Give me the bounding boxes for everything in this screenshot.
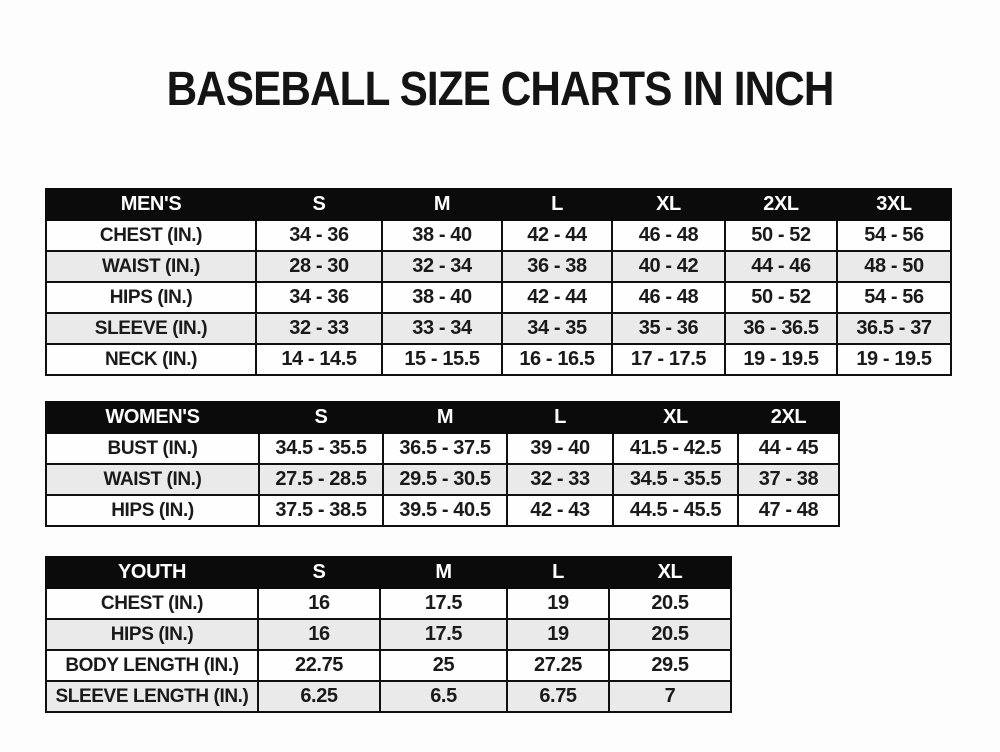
size-value-cell: 37.5 - 38.5 <box>259 495 383 526</box>
size-value-cell: 34.5 - 35.5 <box>613 464 738 495</box>
size-value-cell: 22.75 <box>258 650 380 681</box>
womens-header-row <box>46 402 839 433</box>
size-value-cell: 28 - 30 <box>256 251 382 282</box>
womens-row-label-waist-in: WAIST (IN.) <box>46 464 259 495</box>
size-value-cell: 17.5 <box>380 588 507 619</box>
size-value-cell: 36.5 - 37 <box>837 313 951 344</box>
size-value-cell: 6.25 <box>258 681 380 712</box>
size-value-cell: 19 <box>507 588 609 619</box>
table-row <box>46 650 731 681</box>
mens-col-header-2xl: 2XL <box>725 189 837 220</box>
size-value-cell: 36.5 - 37.5 <box>383 433 507 464</box>
size-value-cell: 16 - 16.5 <box>502 344 612 375</box>
mens-col-header-m: M <box>382 189 502 220</box>
womens-row-label-hips-in: HIPS (IN.) <box>46 495 259 526</box>
table-row <box>46 681 731 712</box>
size-value-cell: 6.5 <box>380 681 507 712</box>
size-value-cell: 42 - 43 <box>507 495 613 526</box>
size-value-cell: 19 - 19.5 <box>837 344 951 375</box>
size-value-cell: 50 - 52 <box>725 220 837 251</box>
mens-size-table <box>45 188 952 376</box>
size-value-cell: 20.5 <box>609 619 731 650</box>
size-value-cell: 35 - 36 <box>612 313 725 344</box>
table-row <box>46 464 839 495</box>
youth-col-header-s: S <box>258 557 380 588</box>
mens-col-header-3xl: 3XL <box>837 189 951 220</box>
mens-row-label-waist-in: WAIST (IN.) <box>46 251 256 282</box>
size-value-cell: 54 - 56 <box>837 282 951 313</box>
size-value-cell: 19 <box>507 619 609 650</box>
youth-row-label-hips-in: HIPS (IN.) <box>46 619 258 650</box>
size-value-cell: 41.5 - 42.5 <box>613 433 738 464</box>
youth-size-table <box>45 556 732 713</box>
womens-col-header-2xl: 2XL <box>738 402 839 433</box>
size-value-cell: 36 - 36.5 <box>725 313 837 344</box>
youth-col-header-l: L <box>507 557 609 588</box>
size-value-cell: 34 - 36 <box>256 220 382 251</box>
size-value-cell: 15 - 15.5 <box>382 344 502 375</box>
mens-row-label-sleeve-in: SLEEVE (IN.) <box>46 313 256 344</box>
mens-row-label-neck-in: NECK (IN.) <box>46 344 256 375</box>
youth-row-label-chest-in: CHEST (IN.) <box>46 588 258 619</box>
mens-col-header-l: L <box>502 189 612 220</box>
womens-col-header-m: M <box>383 402 507 433</box>
table-row <box>46 313 951 344</box>
size-value-cell: 46 - 48 <box>612 220 725 251</box>
table-row <box>46 344 951 375</box>
size-value-cell: 16 <box>258 588 380 619</box>
size-value-cell: 7 <box>609 681 731 712</box>
size-value-cell: 37 - 38 <box>738 464 839 495</box>
mens-col-header-s: S <box>256 189 382 220</box>
womens-col-header-women-s: WOMEN'S <box>46 402 259 433</box>
size-value-cell: 32 - 34 <box>382 251 502 282</box>
youth-row-label-sleeve-length-in: SLEEVE LENGTH (IN.) <box>46 681 258 712</box>
mens-row-label-hips-in: HIPS (IN.) <box>46 282 256 313</box>
size-value-cell: 44 - 46 <box>725 251 837 282</box>
womens-col-header-s: S <box>259 402 383 433</box>
table-row <box>46 282 951 313</box>
size-value-cell: 50 - 52 <box>725 282 837 313</box>
size-value-cell: 39.5 - 40.5 <box>383 495 507 526</box>
size-value-cell: 44 - 45 <box>738 433 839 464</box>
size-value-cell: 34 - 36 <box>256 282 382 313</box>
mens-header-row <box>46 189 951 220</box>
size-value-cell: 44.5 - 45.5 <box>613 495 738 526</box>
mens-col-header-men-s: MEN'S <box>46 189 256 220</box>
size-value-cell: 34 - 35 <box>502 313 612 344</box>
size-value-cell: 20.5 <box>609 588 731 619</box>
youth-header-row <box>46 557 731 588</box>
size-value-cell: 36 - 38 <box>502 251 612 282</box>
size-value-cell: 29.5 - 30.5 <box>383 464 507 495</box>
womens-col-header-l: L <box>507 402 613 433</box>
size-value-cell: 46 - 48 <box>612 282 725 313</box>
size-value-cell: 40 - 42 <box>612 251 725 282</box>
size-value-cell: 17 - 17.5 <box>612 344 725 375</box>
youth-row-label-body-length-in: BODY LENGTH (IN.) <box>46 650 258 681</box>
mens-row-label-chest-in: CHEST (IN.) <box>46 220 256 251</box>
table-row <box>46 433 839 464</box>
table-row <box>46 220 951 251</box>
womens-row-label-bust-in: BUST (IN.) <box>46 433 259 464</box>
size-value-cell: 14 - 14.5 <box>256 344 382 375</box>
size-value-cell: 54 - 56 <box>837 220 951 251</box>
table-row <box>46 495 839 526</box>
size-value-cell: 42 - 44 <box>502 220 612 251</box>
size-value-cell: 48 - 50 <box>837 251 951 282</box>
size-value-cell: 38 - 40 <box>382 282 502 313</box>
size-value-cell: 16 <box>258 619 380 650</box>
size-value-cell: 42 - 44 <box>502 282 612 313</box>
womens-col-header-xl: XL <box>613 402 738 433</box>
table-row <box>46 619 731 650</box>
youth-col-header-youth: YOUTH <box>46 557 258 588</box>
size-value-cell: 32 - 33 <box>507 464 613 495</box>
size-value-cell: 29.5 <box>609 650 731 681</box>
youth-col-header-xl: XL <box>609 557 731 588</box>
size-value-cell: 33 - 34 <box>382 313 502 344</box>
size-value-cell: 25 <box>380 650 507 681</box>
size-value-cell: 32 - 33 <box>256 313 382 344</box>
table-row <box>46 251 951 282</box>
size-value-cell: 19 - 19.5 <box>725 344 837 375</box>
size-value-cell: 38 - 40 <box>382 220 502 251</box>
table-row <box>46 588 731 619</box>
page-title: BASEBALL SIZE CHARTS IN INCH <box>166 63 834 116</box>
youth-col-header-m: M <box>380 557 507 588</box>
womens-size-table <box>45 401 840 527</box>
size-value-cell: 17.5 <box>380 619 507 650</box>
size-value-cell: 27.5 - 28.5 <box>259 464 383 495</box>
size-value-cell: 6.75 <box>507 681 609 712</box>
size-value-cell: 34.5 - 35.5 <box>259 433 383 464</box>
size-value-cell: 39 - 40 <box>507 433 613 464</box>
mens-col-header-xl: XL <box>612 189 725 220</box>
size-value-cell: 47 - 48 <box>738 495 839 526</box>
size-value-cell: 27.25 <box>507 650 609 681</box>
